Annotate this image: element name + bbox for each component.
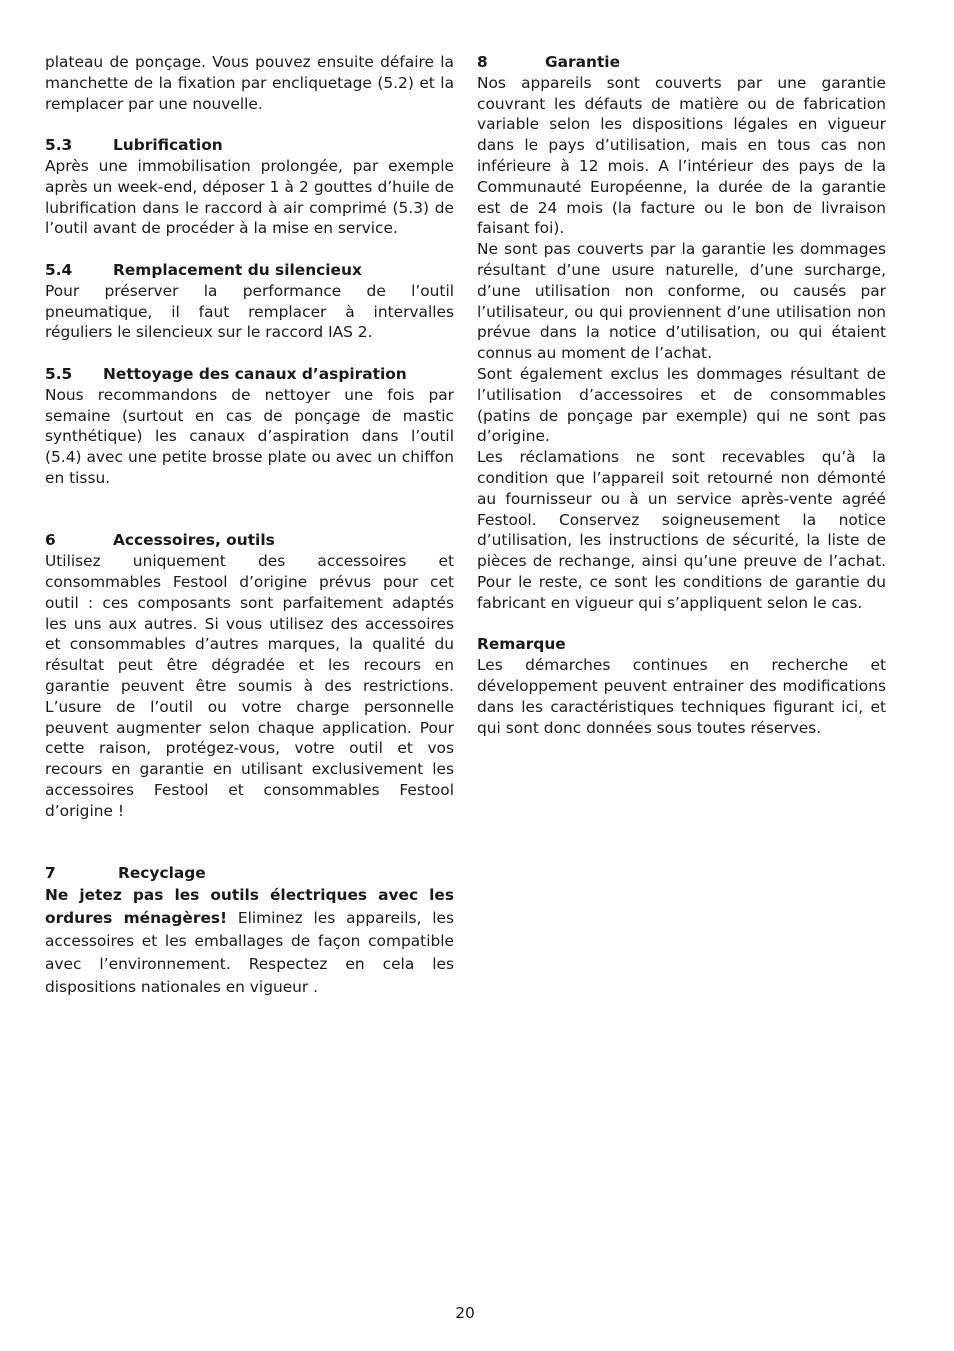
- section-number: 5.5: [45, 364, 73, 383]
- section-number: 6: [45, 531, 56, 550]
- warranty-paragraph-2: Ne sont pas couverts par la garantie les dommages résultant d’une usure naturelle, d’une surcharge, d’une utilisation non conforme, ou causés par l’utilisateur, ou qui proviennent d’une utilisation non prévue dans la notice d’utilisation, ou qui étaient connus au moment de l’achat.: [477, 240, 886, 363]
- recycling-warning: Ne jetez pas les outils électriques avec les ordures ménagères!: [45, 885, 454, 927]
- section-title: Remarque: [477, 635, 566, 654]
- warranty-paragraph-3: Sont également exclus les dommages résultant de l’utilisation d’accessoires et de consommables (patins de ponçage par exemple) qui ne sont pas d’origine.: [477, 364, 886, 446]
- section-8-heading: [477, 52, 886, 73]
- left-column: [45, 52, 454, 999]
- section-number: 5.3: [45, 136, 73, 155]
- section-5-3-text: Après une immobilisation prolongée, par exemple après un week-end, déposer 1 à 2 gouttes d’huile de lubrification dans le raccord à air comprimé (5.3) de l’outil avant de procéder à la mise en service.: [45, 156, 454, 238]
- warranty-paragraph-4: Les réclamations ne sont recevables qu’à la condition que l’appareil soit retourné non démonté au fournisseur ou à un service après-vente agréé Festool. Conservez soigneusement la notice d’utilisation, les instructions de sécurité, la liste de pièces de rechange, ainsi qu’une preuve de l’achat. Pour le reste, ce sont les conditions de garantie du fabricant en vigueur qui s’appliquent selon le cas.: [477, 448, 886, 612]
- warranty-paragraph-1: Nos appareils sont couverts par une garantie couvrant les défauts de matière ou de fabrication variable selon les dispositions légales en vigueur dans le pays d’utilisation, mais en tous cas non inférieure à 12 mois. A l’intérieur des pays de la Communauté Européenne, la durée de la garantie est de 24 mois (la facture ou le bon de livraison faisant foi).: [477, 73, 886, 238]
- section-title: Nettoyage des canaux d’aspiration: [103, 364, 407, 383]
- right-column: [477, 52, 886, 738]
- section-title: Remplacement du silencieux: [113, 260, 362, 279]
- intro-paragraph: plateau de ponçage. Vous pouvez ensuite défaire la manchette de la fixation par encliquetage (5.2) et la remplacer par une nouvelle.: [45, 53, 454, 113]
- section-7-text: [45, 884, 454, 999]
- remark-text: Les démarches continues en recherche et développement peuvent entrainer des modifications dans les caractéristiques techniques figurant ici, et qui sont donc données sous toutes réserves.: [477, 656, 886, 737]
- section-5-5-heading: [45, 364, 454, 385]
- section-title: Recyclage: [118, 864, 206, 883]
- section-5-3-heading: [45, 135, 454, 156]
- remark-heading: [477, 634, 886, 655]
- section-title: Lubrification: [113, 136, 223, 155]
- section-number: 5.4: [45, 260, 73, 279]
- section-5-4-heading: [45, 260, 454, 281]
- section-5-5-text: Nous recommandons de nettoyer une fois par semaine (surtout en cas de ponçage de mastic synthétique) les canaux d’aspiration dans l’outil (5.4) avec une petite brosse plate ou avec un chiffon en tissu.: [45, 385, 454, 487]
- section-number: 7: [45, 864, 56, 883]
- page-number: 20: [455, 1304, 475, 1322]
- recycling-instructions: Eliminez les appareils, les accessoires et les emballages de façon compatible avec l’environnement. Respectez en cela les dispositions nationales en vigueur .: [45, 908, 454, 996]
- section-title: Garantie: [545, 53, 621, 71]
- section-6-heading: [45, 530, 454, 551]
- section-7-heading: [45, 863, 454, 884]
- section-5-4-text: Pour préserver la performance de l’outil pneumatique, il faut remplacer à intervalles réguliers le silencieux sur le raccord IAS 2.: [45, 281, 454, 342]
- section-number: 8: [477, 53, 488, 71]
- section-title: Accessoires, outils: [113, 531, 275, 550]
- section-6-text: Utilisez uniquement des accessoires et consommables Festool d’origine prévus pour cet outil : ces composants sont parfaitement adaptés les uns aux autres. Si vous utilisez des accessoires et consommables d’autres marques, la qualité du résultat peut être dégradée et les recours en garantie peuvent être soumis à des restrictions. L’usure de l’outil ou votre charge personnelle peuvent augmenter selon chaque application. Pour cette raison, protégez-vous, votre outil et vos recours en garantie en utilisant exclusivement les accessoires Festool et consommables Festool d’origine !: [45, 552, 454, 820]
